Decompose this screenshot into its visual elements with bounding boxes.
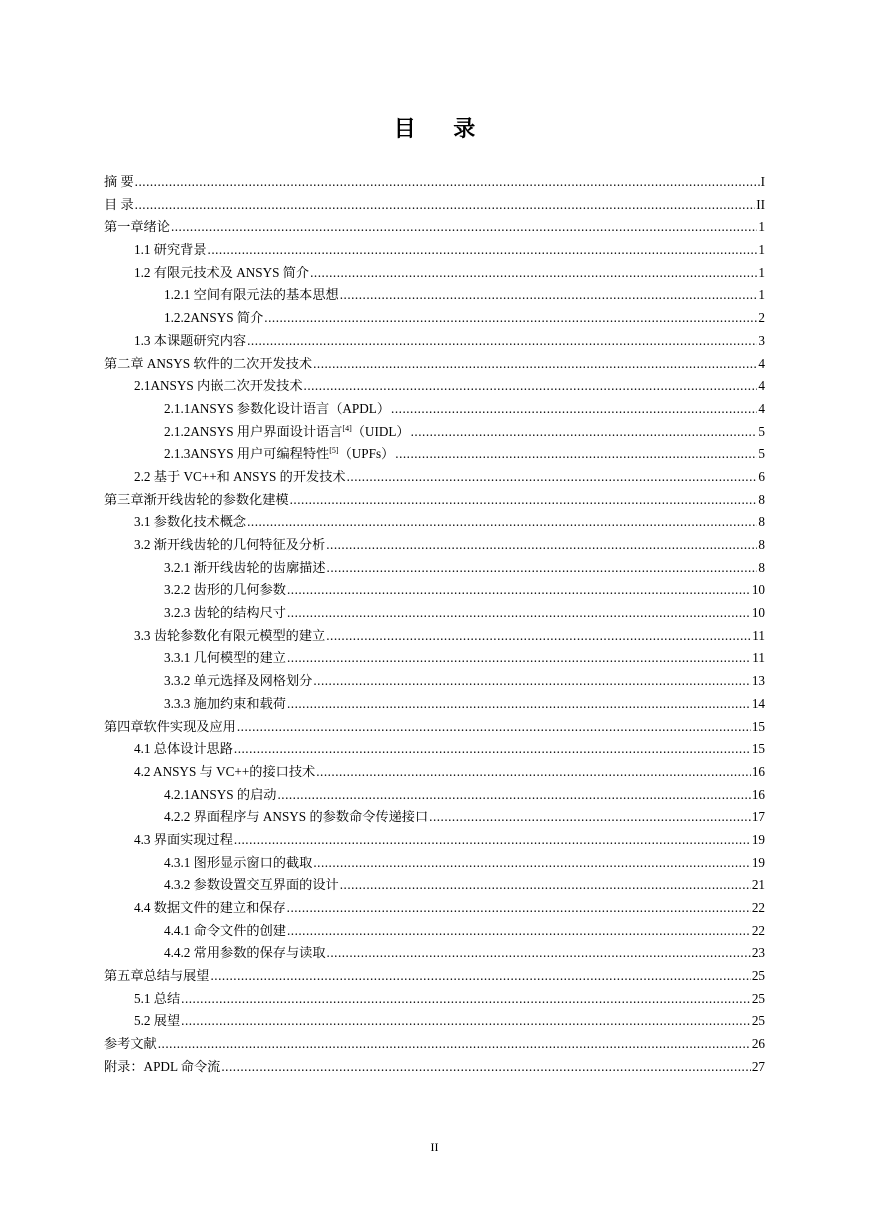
toc-entry[interactable] <box>104 353 765 376</box>
toc-entry[interactable] <box>104 829 765 852</box>
dot-leader <box>340 287 758 303</box>
table-of-contents <box>104 171 765 1079</box>
toc-entry-page: 8 <box>758 537 765 552</box>
toc-entry[interactable] <box>104 670 765 693</box>
dot-leader <box>316 764 751 780</box>
toc-entry-label: 5.1 总结 <box>134 990 181 1006</box>
dot-leader <box>234 832 751 848</box>
toc-entry-label: 4.3 界面实现过程 <box>134 831 233 847</box>
toc-entry-page: 15 <box>751 741 765 757</box>
toc-entry[interactable] <box>104 897 765 920</box>
toc-entry-label: 4.4.2 常用参数的保存与读取 <box>164 945 326 961</box>
toc-entry-page: 19 <box>751 831 765 847</box>
toc-entry-page: 2 <box>758 310 765 326</box>
toc-entry[interactable] <box>104 738 765 761</box>
dot-leader <box>171 219 757 235</box>
toc-entry-page: 21 <box>751 877 765 893</box>
toc-entry-label: 2.1ANSYS 内嵌二次开发技术 <box>134 378 303 394</box>
toc-entry[interactable] <box>104 942 765 965</box>
toc-entry-page: 4 <box>758 378 765 394</box>
dot-leader <box>234 741 751 757</box>
toc-entry-label: 4.2.1ANSYS 的启动 <box>164 786 277 802</box>
toc-entry[interactable] <box>104 965 765 988</box>
toc-entry-label: 2.1.1ANSYS 参数化设计语言（APDL） <box>164 400 391 416</box>
dot-leader <box>340 877 751 893</box>
dot-leader <box>287 582 751 598</box>
toc-entry-label: 4.3.1 图形显示窗口的截取 <box>164 854 313 870</box>
toc-entry-page: 16 <box>751 763 765 779</box>
toc-entry-page: 10 <box>751 582 765 598</box>
toc-entry-page: 8 <box>758 559 765 575</box>
toc-entry-label: 参考文献 <box>104 1036 157 1052</box>
toc-entry-page: 14 <box>751 695 765 711</box>
toc-entry-label: 2.1.2ANSYS 用户界面设计语言[4]（UIDL） <box>164 423 410 439</box>
toc-entry-label: 4.2.2 界面程序与 ANSYS 的参数命令传递接口 <box>164 809 429 825</box>
toc-entry-page: 1 <box>758 242 765 258</box>
toc-entry-label: 2.2 基于 VC++和 ANSYS 的开发技术 <box>134 468 346 484</box>
dot-leader <box>181 1013 751 1029</box>
toc-entry[interactable] <box>104 216 765 239</box>
toc-entry-page: 22 <box>751 922 765 938</box>
toc-entry[interactable] <box>104 557 765 580</box>
toc-entry-label: 1.1 研究背景 <box>134 242 207 258</box>
toc-entry-label: 4.3.2 参数设置交互界面的设计 <box>164 877 339 893</box>
toc-entry-page: 10 <box>751 605 765 621</box>
dot-leader <box>208 242 758 258</box>
toc-entry[interactable] <box>104 602 765 625</box>
toc-entry[interactable] <box>104 466 765 489</box>
toc-entry-page: 4 <box>758 400 765 416</box>
toc-entry-page: 8 <box>758 514 765 530</box>
dot-leader <box>287 900 751 916</box>
toc-entry[interactable] <box>104 1010 765 1033</box>
toc-entry-page: 25 <box>751 990 765 1006</box>
toc-entry-page: 5 <box>758 423 765 439</box>
toc-entry-label: 5.2 展望 <box>134 1013 181 1029</box>
toc-entry-label: 摘 要 <box>104 174 134 189</box>
dot-leader <box>411 424 758 440</box>
citation-superscript: [4] <box>342 423 352 433</box>
toc-entry-page: II <box>756 196 765 212</box>
toc-entry-page: 6 <box>758 468 765 484</box>
toc-entry-label: 附录：APDL 命令流 <box>104 1058 221 1074</box>
dot-leader <box>287 923 751 939</box>
toc-entry-label: 3.3 齿轮参数化有限元模型的建立 <box>134 627 326 643</box>
toc-entry[interactable] <box>104 511 765 534</box>
dot-leader <box>327 945 751 961</box>
dot-leader <box>347 469 758 485</box>
toc-entry-page: 26 <box>751 1036 765 1052</box>
toc-entry[interactable] <box>104 262 765 285</box>
toc-entry[interactable] <box>104 398 765 421</box>
toc-entry-page: 11 <box>752 627 765 643</box>
toc-entry-label: 3.3.3 施加约束和载荷 <box>164 695 286 711</box>
toc-entry-label: 4.4 数据文件的建立和保存 <box>134 900 286 915</box>
toc-entry[interactable] <box>104 806 765 829</box>
toc-entry[interactable] <box>104 1033 765 1056</box>
toc-entry-page: 1 <box>758 219 765 235</box>
dot-leader <box>158 1036 751 1052</box>
toc-entry[interactable] <box>104 489 765 512</box>
toc-entry-page: 5 <box>758 446 765 462</box>
dot-leader <box>313 356 757 372</box>
toc-entry[interactable] <box>104 874 765 897</box>
dot-leader <box>135 197 756 213</box>
toc-entry[interactable] <box>104 852 765 875</box>
toc-entry-label: 1.3 本课题研究内容 <box>134 332 247 348</box>
toc-entry-page: 17 <box>751 809 765 825</box>
toc-entry[interactable] <box>104 171 765 194</box>
toc-entry-page: 11 <box>752 650 765 666</box>
dot-leader <box>326 537 757 553</box>
dot-leader <box>277 787 750 803</box>
dot-leader <box>247 514 757 530</box>
toc-entry-label: 3.3.2 单元选择及网格划分 <box>164 673 313 689</box>
toc-entry-page: 3 <box>758 332 765 348</box>
toc-entry[interactable] <box>104 693 765 716</box>
toc-entry-page: 22 <box>751 900 765 915</box>
toc-entry-page: 19 <box>751 854 765 870</box>
toc-entry[interactable] <box>104 330 765 353</box>
dot-leader <box>211 968 751 984</box>
toc-entry-label: 第五章总结与展望 <box>104 968 210 984</box>
toc-entry[interactable] <box>104 920 765 943</box>
dot-leader <box>313 673 750 689</box>
toc-entry-label: 第四章软件实现及应用 <box>104 718 236 734</box>
dot-leader <box>237 719 751 735</box>
dot-leader <box>310 265 757 281</box>
toc-entry-label: 3.2.3 齿轮的结构尺寸 <box>164 605 286 621</box>
toc-entry-page: 16 <box>751 786 765 802</box>
toc-entry-label: 第二章 ANSYS 软件的二次开发技术 <box>104 355 313 371</box>
dot-leader <box>287 650 751 666</box>
toc-entry-page: 1 <box>758 287 765 303</box>
dot-leader <box>391 401 757 417</box>
toc-entry-page: 23 <box>751 945 765 961</box>
toc-entry-label: 3.2.1 渐开线齿轮的齿廓描述 <box>164 559 326 575</box>
toc-entry-page: 4 <box>758 355 765 371</box>
toc-entry-label: 4.2 ANSYS 与 VC++的接口技术 <box>134 763 316 779</box>
dot-leader <box>395 446 757 462</box>
dot-leader <box>326 628 751 644</box>
toc-entry[interactable] <box>104 716 765 739</box>
toc-entry[interactable] <box>104 1056 765 1079</box>
toc-entry-page: 1 <box>758 264 765 280</box>
toc-entry[interactable] <box>104 625 765 648</box>
toc-entry-label: 4.4.1 命令文件的创建 <box>164 922 286 938</box>
dot-leader <box>287 696 751 712</box>
dot-leader <box>313 855 750 871</box>
toc-entry-page: 8 <box>758 491 765 507</box>
toc-entry-label: 1.2 有限元技术及 ANSYS 简介 <box>134 264 310 280</box>
dot-leader <box>181 991 751 1007</box>
toc-entry-label: 第三章渐开线齿轮的参数化建模 <box>104 491 289 507</box>
page-number: II <box>430 1140 439 1154</box>
toc-entry[interactable] <box>104 647 765 670</box>
dot-leader <box>290 492 758 508</box>
toc-entry[interactable] <box>104 579 765 602</box>
toc-entry[interactable] <box>104 443 765 466</box>
toc-entry[interactable] <box>104 988 765 1011</box>
dot-leader <box>221 1059 750 1075</box>
toc-entry-page: 15 <box>751 718 765 734</box>
toc-entry[interactable] <box>104 534 765 557</box>
toc-entry-label: 3.1 参数化技术概念 <box>134 514 247 530</box>
toc-entry[interactable] <box>104 784 765 807</box>
dot-leader <box>247 333 757 349</box>
toc-entry[interactable] <box>104 761 765 784</box>
dot-leader <box>327 560 758 576</box>
toc-entry[interactable] <box>104 284 765 307</box>
toc-entry[interactable] <box>104 421 765 444</box>
toc-entry-label: 3.3.1 几何模型的建立 <box>164 650 286 666</box>
dot-leader <box>264 310 757 326</box>
toc-entry[interactable] <box>104 239 765 262</box>
toc-entry-label: 第一章绪论 <box>104 219 170 235</box>
toc-entry-page: 25 <box>751 1013 765 1029</box>
toc-entry-label: 目 录 <box>104 196 134 212</box>
toc-entry-page: 13 <box>751 673 765 689</box>
dot-leader <box>304 378 758 394</box>
dot-leader <box>429 809 751 825</box>
toc-entry[interactable] <box>104 375 765 398</box>
toc-entry[interactable] <box>104 307 765 330</box>
toc-entry-label: 1.2.2ANSYS 简介 <box>164 310 264 326</box>
toc-entry-label: 3.2.2 齿形的几何参数 <box>164 582 286 598</box>
toc-entry-page: 25 <box>751 968 765 984</box>
citation-superscript: [5] <box>329 446 339 456</box>
toc-entry[interactable] <box>104 194 765 217</box>
toc-entry-label: 2.1.3ANSYS 用户可编程特性[5]（UPFs） <box>164 446 395 462</box>
toc-entry-label: 4.1 总体设计思路 <box>134 741 233 757</box>
toc-entry-page: I <box>760 174 765 189</box>
toc-entry-label: 3.2 渐开线齿轮的几何特征及分析 <box>134 537 326 552</box>
page-title: 目 录 <box>393 116 492 141</box>
dot-leader <box>135 174 760 190</box>
toc-entry-label: 1.2.1 空间有限元法的基本思想 <box>164 287 339 303</box>
dot-leader <box>287 605 751 621</box>
toc-entry-page: 27 <box>751 1058 765 1074</box>
